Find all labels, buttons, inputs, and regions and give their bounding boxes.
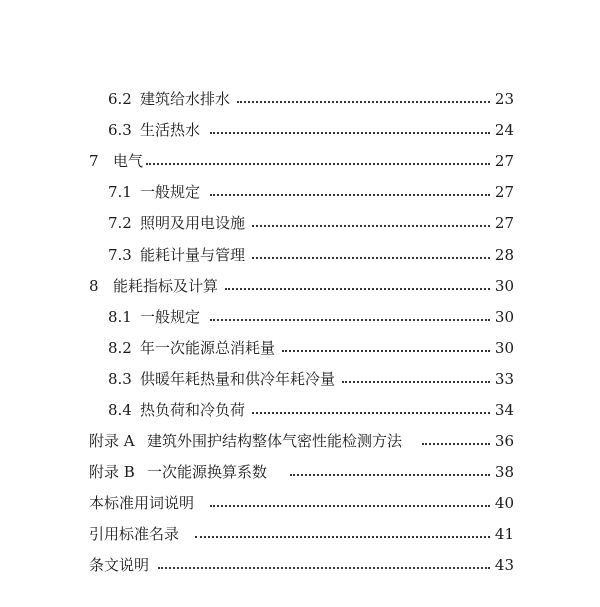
toc-row-6-3[interactable] (0, 115, 600, 139)
toc-page-number: 30 (494, 339, 514, 357)
dot-leader (210, 192, 490, 196)
toc-title: 建筑给水排水 (140, 90, 231, 108)
toc-row-referenced-standards[interactable] (0, 519, 600, 543)
toc-page-number: 27 (494, 214, 514, 232)
dot-leader (252, 255, 490, 259)
dot-leader (237, 99, 490, 103)
toc-page-number: 28 (494, 246, 514, 264)
toc-number: 8.4 (108, 401, 132, 419)
toc-title: 电气 (113, 152, 144, 170)
toc-number: 8 (89, 277, 99, 295)
toc-row-appendix-b[interactable] (0, 457, 600, 481)
toc-number: 附录 B (89, 463, 135, 481)
toc-page-number: 30 (494, 277, 514, 295)
toc-row-7-1[interactable] (0, 177, 600, 201)
dot-leader (146, 161, 490, 165)
toc-title: 一般规定 (140, 183, 201, 201)
toc-page-number: 33 (494, 370, 514, 388)
toc-page-number: 36 (494, 432, 514, 450)
toc-title: 供暖年耗热量和供冷年耗冷量 (140, 370, 336, 388)
toc-row-7-3[interactable] (0, 240, 600, 264)
toc-page-number: 27 (494, 183, 514, 201)
toc-page-number: 24 (494, 121, 514, 139)
toc-number: 7 (89, 152, 99, 170)
dot-leader (195, 534, 490, 538)
dot-leader (252, 410, 490, 414)
toc-row-8-3[interactable] (0, 364, 600, 388)
toc-row-8-2[interactable] (0, 333, 600, 357)
dot-leader (282, 348, 490, 352)
dot-leader (342, 379, 490, 383)
toc-title: 生活热水 (140, 121, 201, 139)
toc-page-number: 27 (494, 152, 514, 170)
toc-number: 6.2 (108, 90, 132, 108)
toc-title: 本标准用词说明 (89, 494, 195, 512)
dot-leader (210, 130, 490, 134)
toc-page-number: 30 (494, 308, 514, 326)
toc-page-number: 34 (494, 401, 514, 419)
toc-title: 一次能源换算系数 (147, 463, 268, 481)
toc-row-wording-explanation[interactable] (0, 488, 600, 512)
toc-title: 能耗指标及计算 (113, 277, 219, 295)
toc-title: 引用标准名录 (89, 525, 180, 543)
toc-title: 照明及用电设施 (140, 214, 246, 232)
toc-page-number: 38 (494, 463, 514, 481)
toc-title: 能耗计量与管理 (140, 246, 246, 264)
toc-row-6-2[interactable] (0, 84, 600, 108)
toc-number: 8.3 (108, 370, 132, 388)
toc-page-number: 40 (494, 494, 514, 512)
toc-row-7[interactable] (0, 146, 600, 170)
toc-row-clause-explanation[interactable] (0, 550, 600, 574)
toc-title: 建筑外围护结构整体气密性能检测方法 (147, 432, 403, 450)
toc-row-8[interactable] (0, 271, 600, 295)
toc-number: 7.3 (108, 246, 132, 264)
toc-title: 热负荷和冷负荷 (140, 401, 246, 419)
dot-leader (210, 317, 490, 321)
dot-leader (210, 503, 490, 507)
toc-row-appendix-a[interactable] (0, 426, 600, 450)
toc-title: 年一次能源总消耗量 (140, 339, 276, 357)
toc-number: 7.2 (108, 214, 132, 232)
toc-number: 7.1 (108, 183, 132, 201)
dot-leader (290, 472, 490, 476)
toc-number: 附录 A (89, 432, 135, 450)
dot-leader (225, 286, 490, 290)
toc-page-number: 41 (494, 525, 514, 543)
toc-page-number: 23 (494, 90, 514, 108)
toc-row-7-2[interactable] (0, 208, 600, 232)
dot-leader (252, 223, 490, 227)
toc-number: 8.2 (108, 339, 132, 357)
toc-page-number: 43 (494, 556, 514, 574)
toc-number: 8.1 (108, 308, 132, 326)
toc-number: 6.3 (108, 121, 132, 139)
toc-row-8-1[interactable] (0, 302, 600, 326)
dot-leader (158, 565, 490, 569)
toc-title: 一般规定 (140, 308, 201, 326)
toc-row-8-4[interactable] (0, 395, 600, 419)
toc-title: 条文说明 (89, 556, 150, 574)
dot-leader (422, 441, 490, 445)
